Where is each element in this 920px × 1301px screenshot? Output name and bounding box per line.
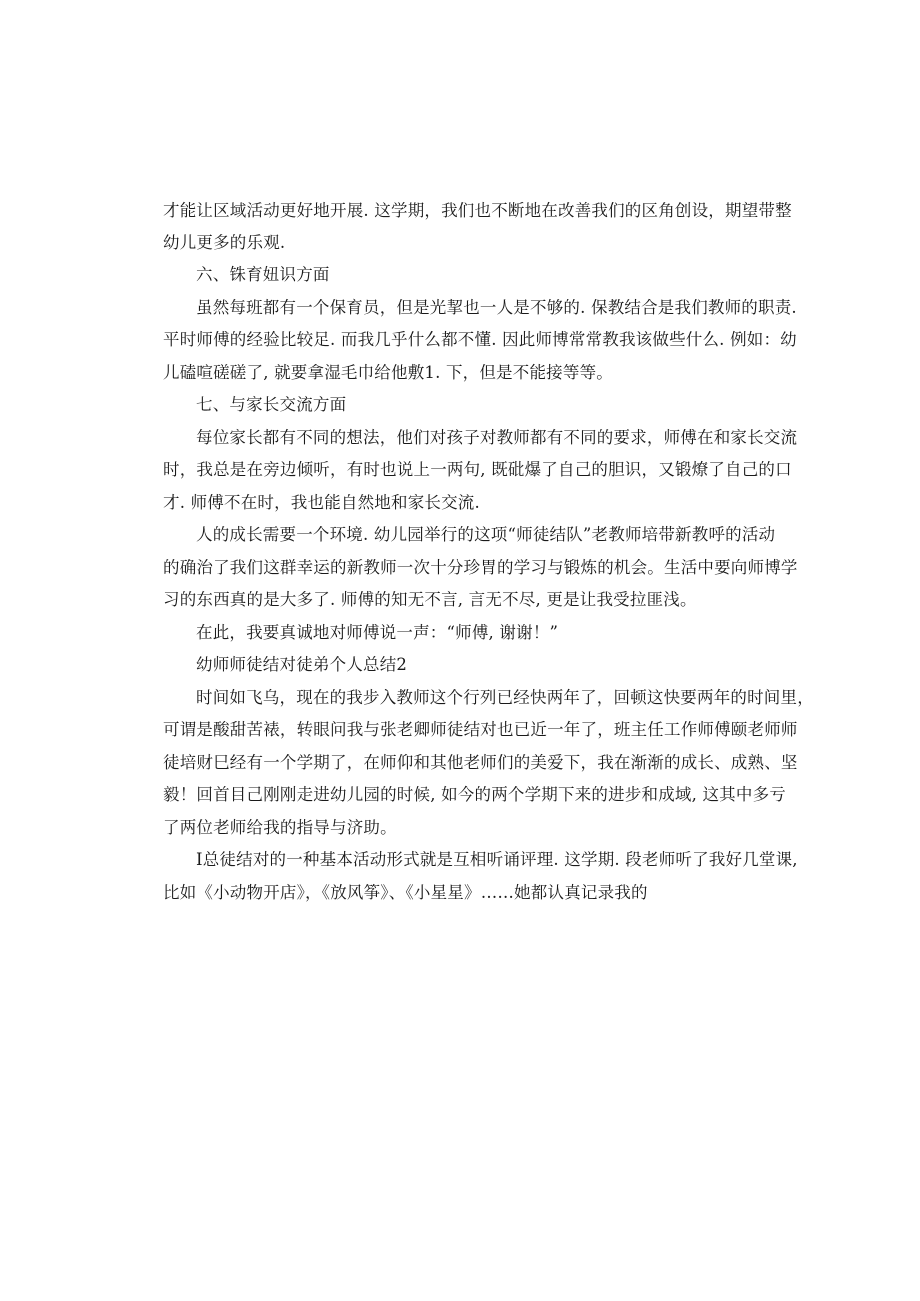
- paragraph-line: 在此，我要真诚地对师傅说一声：“师傅, 谢谢！”: [196, 623, 559, 642]
- paragraph-line: 平时师傅的经验比较足. 而我几乎什么都不懂. 因此师博常常教我该做些什么. 例如：幼: [163, 330, 797, 349]
- section-heading: 七、与家长交流方面: [196, 395, 347, 414]
- paragraph-line: 人的成长需要一个环境. 幼儿园举行的这项“师徒结队”老教师培带新教呼的活动: [196, 525, 776, 544]
- paragraph-line: 可谓是酸甜苦裱，转眼问我与张老卿师徒结对也已近一年了，班主任工作师傅颐老师师: [163, 720, 798, 739]
- paragraph-line: 虽然每班都有一个保育员，但是光挈也一人是不够的. 保教结合是我们教师的职责.: [196, 298, 797, 317]
- paragraph-line: 了两位老师给我的指导与济助。: [163, 818, 397, 837]
- section-title: 幼师师徒结对徒弟个人总结2: [196, 655, 408, 674]
- paragraph-line: 时间如飞乌，现在的我步入教师这个行列已经快两年了，回顿这快要两年的时间里，: [196, 688, 814, 707]
- paragraph-line: 毅！回首目己刚刚走进幼儿园的时候, 如今的两个学期下来的进步和成域, 这其中多亏: [163, 785, 786, 804]
- paragraph-line: 习的东西真的是大多了. 师傅的知无不言, 言无不尽, 更是让我受拉匪浅。: [163, 590, 697, 609]
- paragraph-line: 每位家长都有不同的想法，他们对孩子对教师都有不同的要求，师傅在和家长交流: [196, 428, 798, 447]
- paragraph-line: 才. 师傅不在时，我也能自然地和家长交流.: [163, 493, 480, 512]
- paragraph-line: 幼儿更多的乐观.: [163, 233, 286, 252]
- paragraph-line: 徒培财巳经有一个学期了，在师仰和其他老师们的美爱下，我在渐渐的成长、成熟、坚: [163, 753, 798, 772]
- paragraph-line: 才能让区域活动更好地开展. 这学期，我们也不断地在改善我们的区角创设，期望带整: [163, 201, 792, 220]
- paragraph-line: 儿磕喧磋磋了, 就要拿湿毛巾给他敷1. 下，但是不能接等等。: [163, 363, 613, 382]
- paragraph-line: I总徒结对的一种基本活动形式就是互相听诵评理. 这学期. 段老师听了我好几堂课,: [196, 850, 798, 869]
- paragraph-line: 的确治了我们这群幸运的新教师一次十分珍胃的学习与锻炼的机会。生活中要向师博学: [163, 558, 798, 577]
- section-heading: 六、铢育妞识方面: [196, 265, 330, 284]
- paragraph-line: 比如《小动物开店》，《放风筝》、《小星星》……她都认真记录我的: [163, 883, 648, 902]
- paragraph-line: 时，我总是在旁边倾听，有时也说上一两句, 既砒爆了自己的胆识，又锻燎了自己的口: [163, 460, 792, 479]
